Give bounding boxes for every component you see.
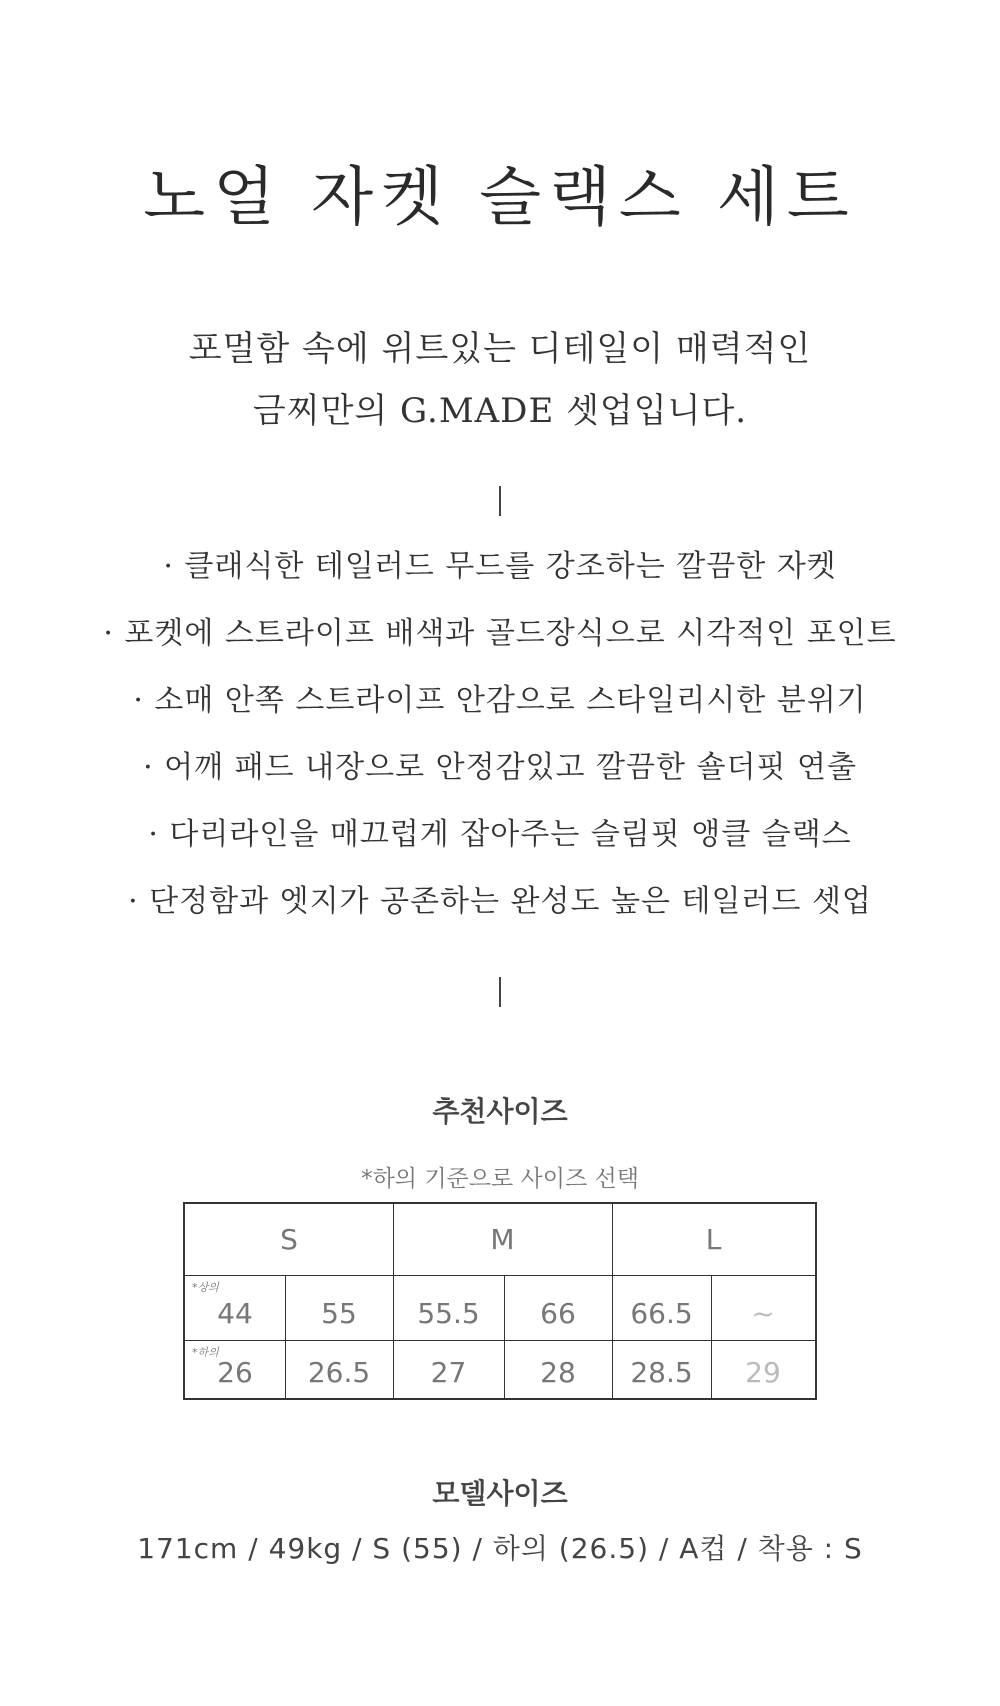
divider-bottom xyxy=(499,977,501,1007)
feature-item: · 단정함과 엣지가 공존하는 완성도 높은 테일러드 셋업 xyxy=(128,884,872,919)
bottom-row-tag: *하의 xyxy=(192,1346,219,1359)
bottom-size-value: 29 xyxy=(745,1356,781,1389)
model-size-heading: 모델사이즈 xyxy=(432,1477,568,1510)
intro-text xyxy=(0,318,1000,442)
feature-item: · 어깨 패드 내장으로 안정감있고 깔끔한 숄더핏 연출 xyxy=(143,750,857,785)
bottom-size-value: 26 xyxy=(217,1356,253,1389)
size-header-l: L xyxy=(705,1223,722,1256)
bottom-size-value: 26.5 xyxy=(307,1356,371,1389)
top-size-value: 66 xyxy=(540,1297,576,1330)
feature-list xyxy=(0,542,1000,944)
top-size-value: 55.5 xyxy=(417,1297,480,1330)
table-row-divider xyxy=(185,1275,815,1276)
table-row-divider xyxy=(185,1340,815,1341)
size-note: *하의 기준으로 사이즈 선택 xyxy=(361,1166,639,1192)
feature-item: · 클래식한 테일러드 무드를 강조하는 깔끔한 자켓 xyxy=(163,549,837,584)
size-table xyxy=(183,1202,817,1400)
size-header-s: S xyxy=(280,1223,298,1256)
model-size-info: 171cm / 49kg / S (55) / 하의 (26.5) / A컵 / 착용 : S xyxy=(137,1532,863,1565)
bottom-size-value: 28.5 xyxy=(630,1356,693,1389)
bottom-size-value: 28 xyxy=(540,1356,576,1389)
recommended-size-heading: 추천사이즈 xyxy=(432,1095,568,1128)
product-title: 노얼 자켓 슬랙스 세트 xyxy=(143,161,857,235)
intro-line-1: 포멀함 속에 위트있는 디테일이 매력적인 xyxy=(188,329,812,369)
top-size-value: 44 xyxy=(217,1297,253,1330)
top-size-value: 66.5 xyxy=(630,1297,693,1330)
divider-top xyxy=(499,486,501,516)
size-header-m: M xyxy=(490,1223,515,1256)
top-size-value: ~ xyxy=(751,1297,775,1330)
feature-item: · 포켓에 스트라이프 배색과 골드장식으로 시각적인 포인트 xyxy=(103,616,897,651)
intro-line-2: 금찌만의 G.MADE 셋업입니다. xyxy=(252,391,748,431)
feature-item: · 소매 안쪽 스트라이프 안감으로 스타일리시한 분위기 xyxy=(133,683,867,718)
bottom-size-value: 27 xyxy=(430,1356,467,1389)
feature-item: · 다리라인을 매끄럽게 잡아주는 슬림핏 앵클 슬랙스 xyxy=(148,817,852,852)
top-size-value: 55 xyxy=(321,1297,357,1330)
top-row-tag: *상의 xyxy=(192,1281,219,1294)
